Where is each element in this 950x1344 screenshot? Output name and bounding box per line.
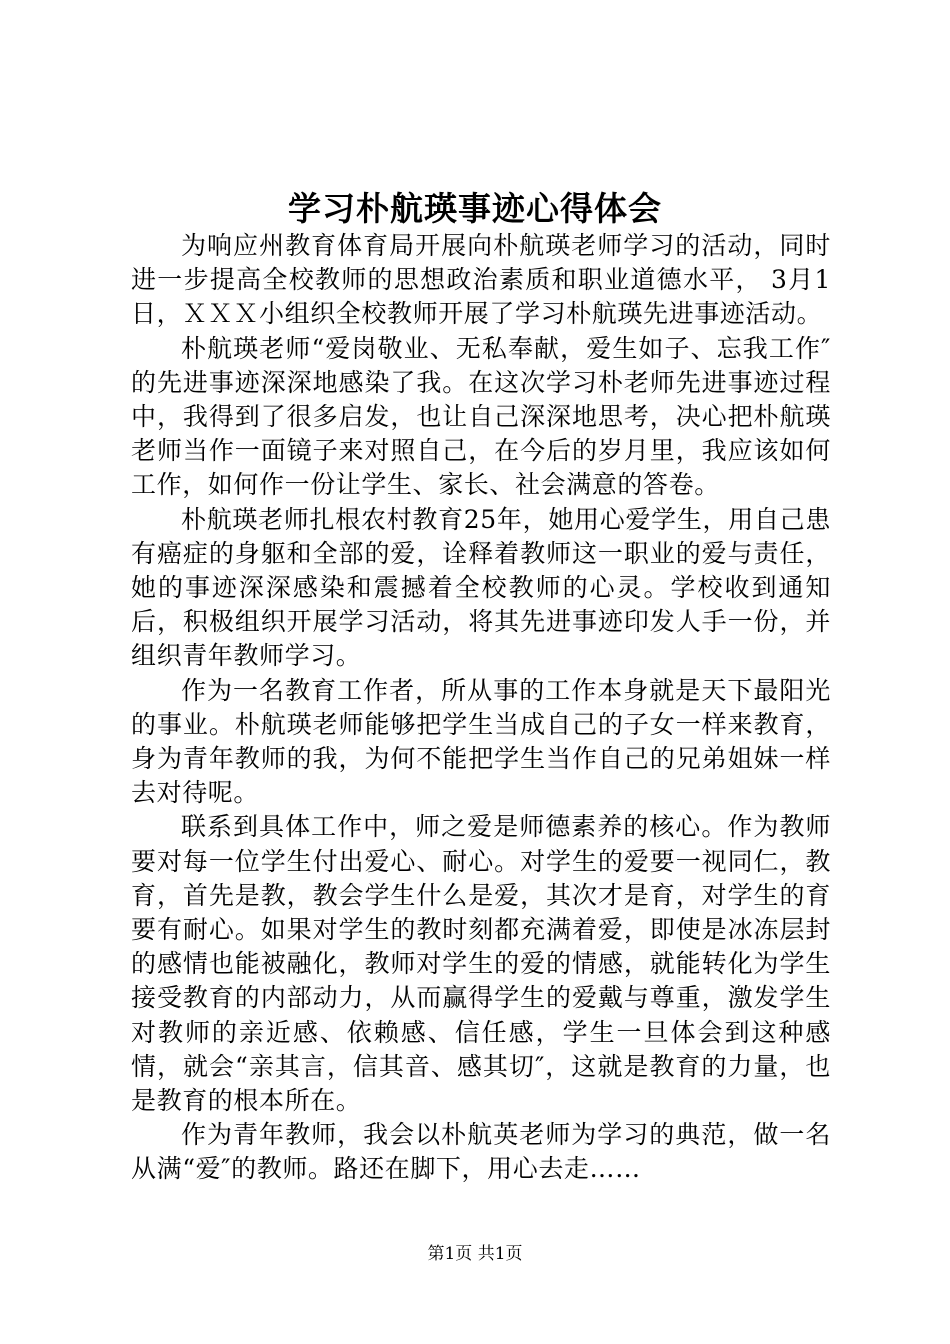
paragraph-5: 联系到具体工作中，师之爱是师德素养的核心。作为教师要对每一位学生付出爱心、耐心。对学生的爱要一视同仁，教育，首先是教，教会学生什么是爱，其次才是育，对学生的育要有耐心。如果对学生的教时刻都充满着爱，即使是冰冻层封的感情也能被融化，教师对学生的爱的情感，就能转化为学生接受教育的内部动力，从而赢得学生的爱戴与尊重，激发学生对教师的亲近感、依赖感、信任感，学生一旦体会到这种感情，就会“亲其言，信其音、感其切″，这就是教育的力量，也是教育的根本所在。: [131, 812, 831, 1116]
paragraph-6: 作为青年教师，我会以朴航英老师为学习的典范，做一名从满“爱″的教师。路还在脚下，用心去走……: [131, 1120, 831, 1184]
document-body: [131, 229, 831, 1187]
paragraph-2: 朴航瑛老师“爱岗敬业、无私奉献，爱生如子、忘我工作″的先进事迹深深地感染了我。在这次学习朴老师先进事迹过程中，我得到了很多启发，也让自己深深地思考，决心把朴航瑛老师当作一面镜子来对照自己，在今后的岁月里，我应该如何工作，如何作一份让学生、家长、社会满意的答卷。: [131, 333, 831, 500]
page-footer: 第1页 共1页: [427, 1244, 523, 1264]
paragraph-4: 作为一名教育工作者，所从事的工作本身就是天下最阳光的事业。朴航瑛老师能够把学生当成自己的子女一样来教育，身为青年教师的我，为何不能把学生当作自己的兄弟姐妹一样去对待呢。: [131, 675, 831, 808]
paragraph-3: 朴航瑛老师扎根农村教育25年，她用心爱学生，用自己患有癌症的身躯和全部的爱，诠释着教师这一职业的爱与责任，她的事迹深深感染和震撼着全校教师的心灵。学校收到通知后，积极组织开展学习活动，将其先进事迹印发人手一份，并组织青年教师学习。: [131, 504, 831, 671]
paragraph-1: 为响应州教育体育局开展向朴航瑛老师学习的活动，同时进一步提高全校教师的思想政治素质和职业道德水平， 3月1日，ＸＸＸ小组织全校教师开展了学习朴航瑛先进事迹活动。: [131, 231, 831, 329]
document-title: 学习朴航瑛事迹心得体会: [288, 189, 662, 228]
